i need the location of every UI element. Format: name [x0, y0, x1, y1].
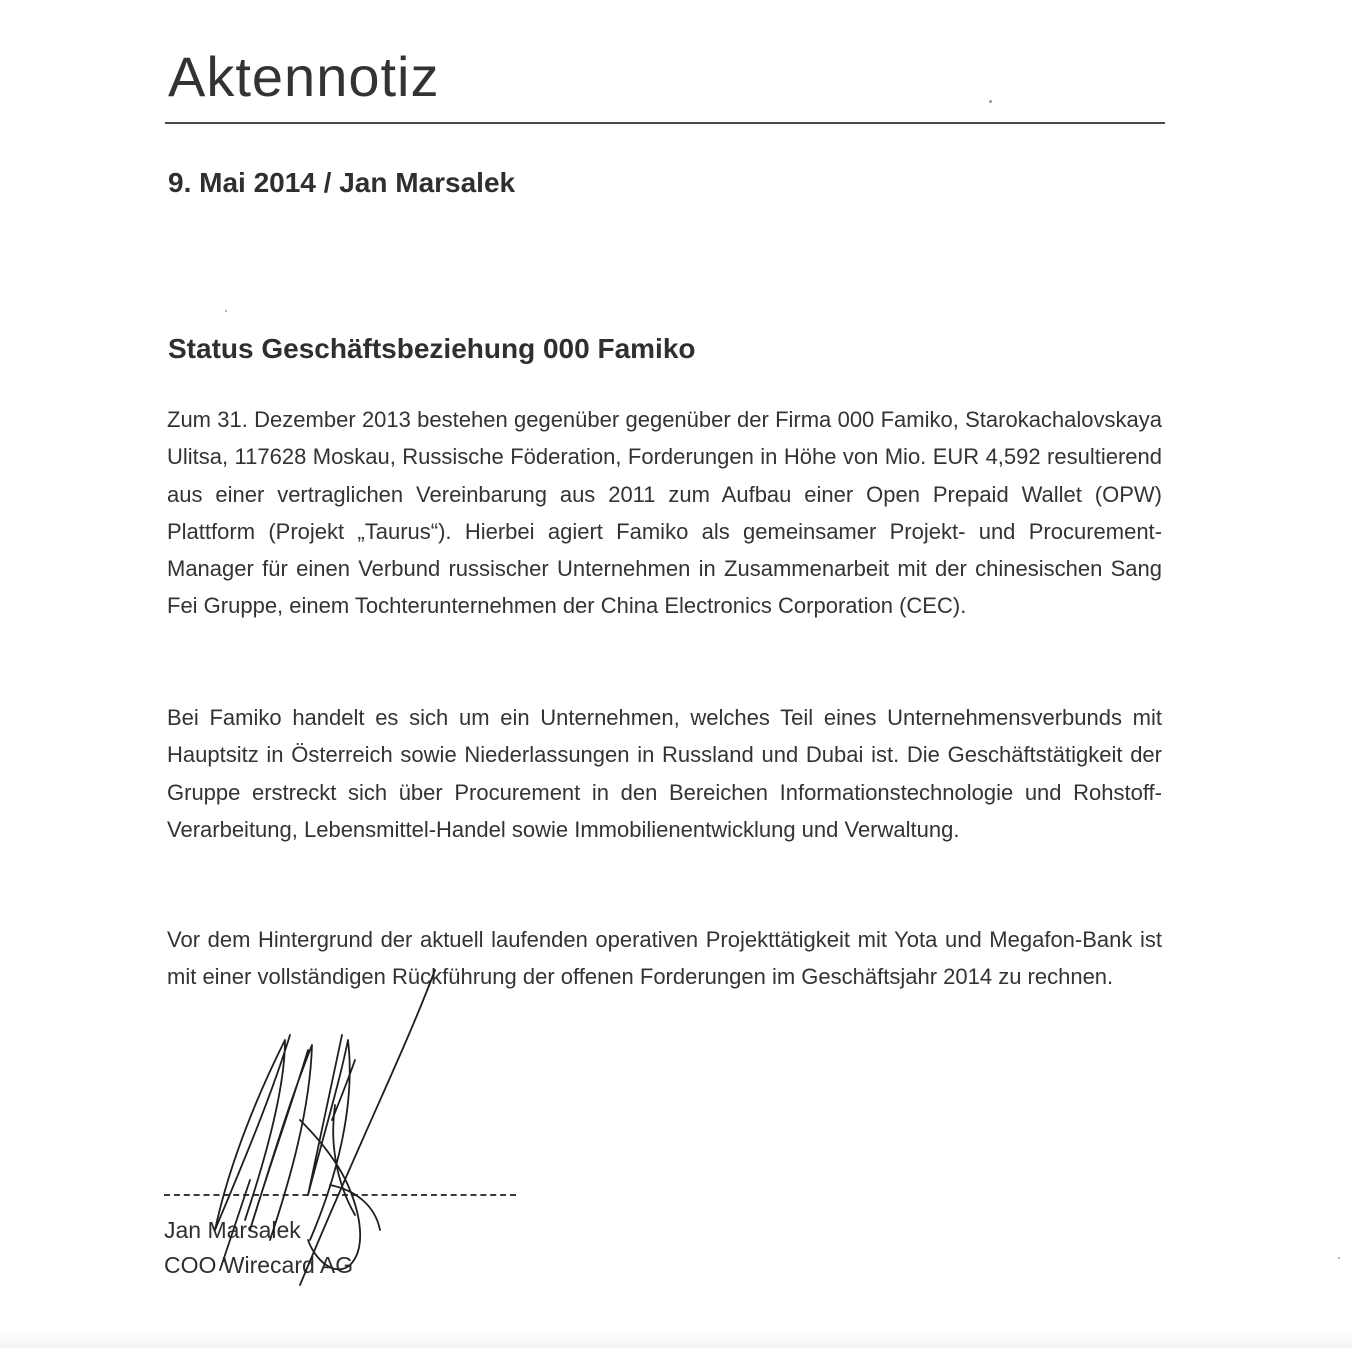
body-paragraph-1: Zum 31. Dezember 2013 bestehen gegenüber gegenüber der Firma 000 Famiko, Starokachalovskaya Ulitsa, 117628 Moskau, Russische Föderation, Forderungen in Höhe von Mio. EUR 4,592 resultierend aus einer vertraglichen Vereinbarung aus 2011 zum Aufbau einer Open Prepaid Wallet (OPW) Plattform (Projekt „Taurus“). Hierbei agiert Famiko als gemeinsamer Projekt- und Procurement-Manager für einen Verbund russischer Unternehmen in Zusammenarbeit mit der chinesischen Sang Fei Gruppe, einem Tochterunternehmen der China Electronics Corporation (CEC). [167, 407, 1162, 619]
scan-speck [989, 100, 992, 103]
signatory-name: Jan Marsalek [164, 1217, 301, 1243]
scan-speck [225, 310, 227, 312]
scan-edge-shade [0, 1330, 1352, 1348]
date-author-line: 9. Mai 2014 / Jan Marsalek [168, 167, 516, 198]
signature-line [164, 1194, 516, 1196]
subject-heading: Status Geschäftsbeziehung 000 Famiko [168, 333, 696, 364]
body-paragraph-2: Bei Famiko handelt es sich um ein Unternehmen, welches Teil eines Unternehmensverbunds mit Hauptsitz in Österreich sowie Niederlassungen in Russland und Dubai ist. Die Geschäftstätigkeit der Gruppe erstreckt sich über Procurement in den Bereichen Informationstechnologie und Rohstoff-Verarbeitung, Lebensmittel-Handel sowie Immobilienentwicklung und Verwaltung. [167, 705, 1162, 842]
body-paragraph-3: Vor dem Hintergrund der aktuell laufenden operativen Projekttätigkeit mit Yota und Megafon-Bank ist mit einer vollständigen Rückführung der offenen Forderungen im Geschäftsjahr 2014 zu rechnen. [167, 927, 1162, 990]
page-title: Aktennotiz [168, 45, 440, 108]
signatory-role: COO Wirecard AG [164, 1252, 354, 1278]
scan-speck [1338, 1257, 1340, 1259]
title-divider [165, 122, 1165, 124]
